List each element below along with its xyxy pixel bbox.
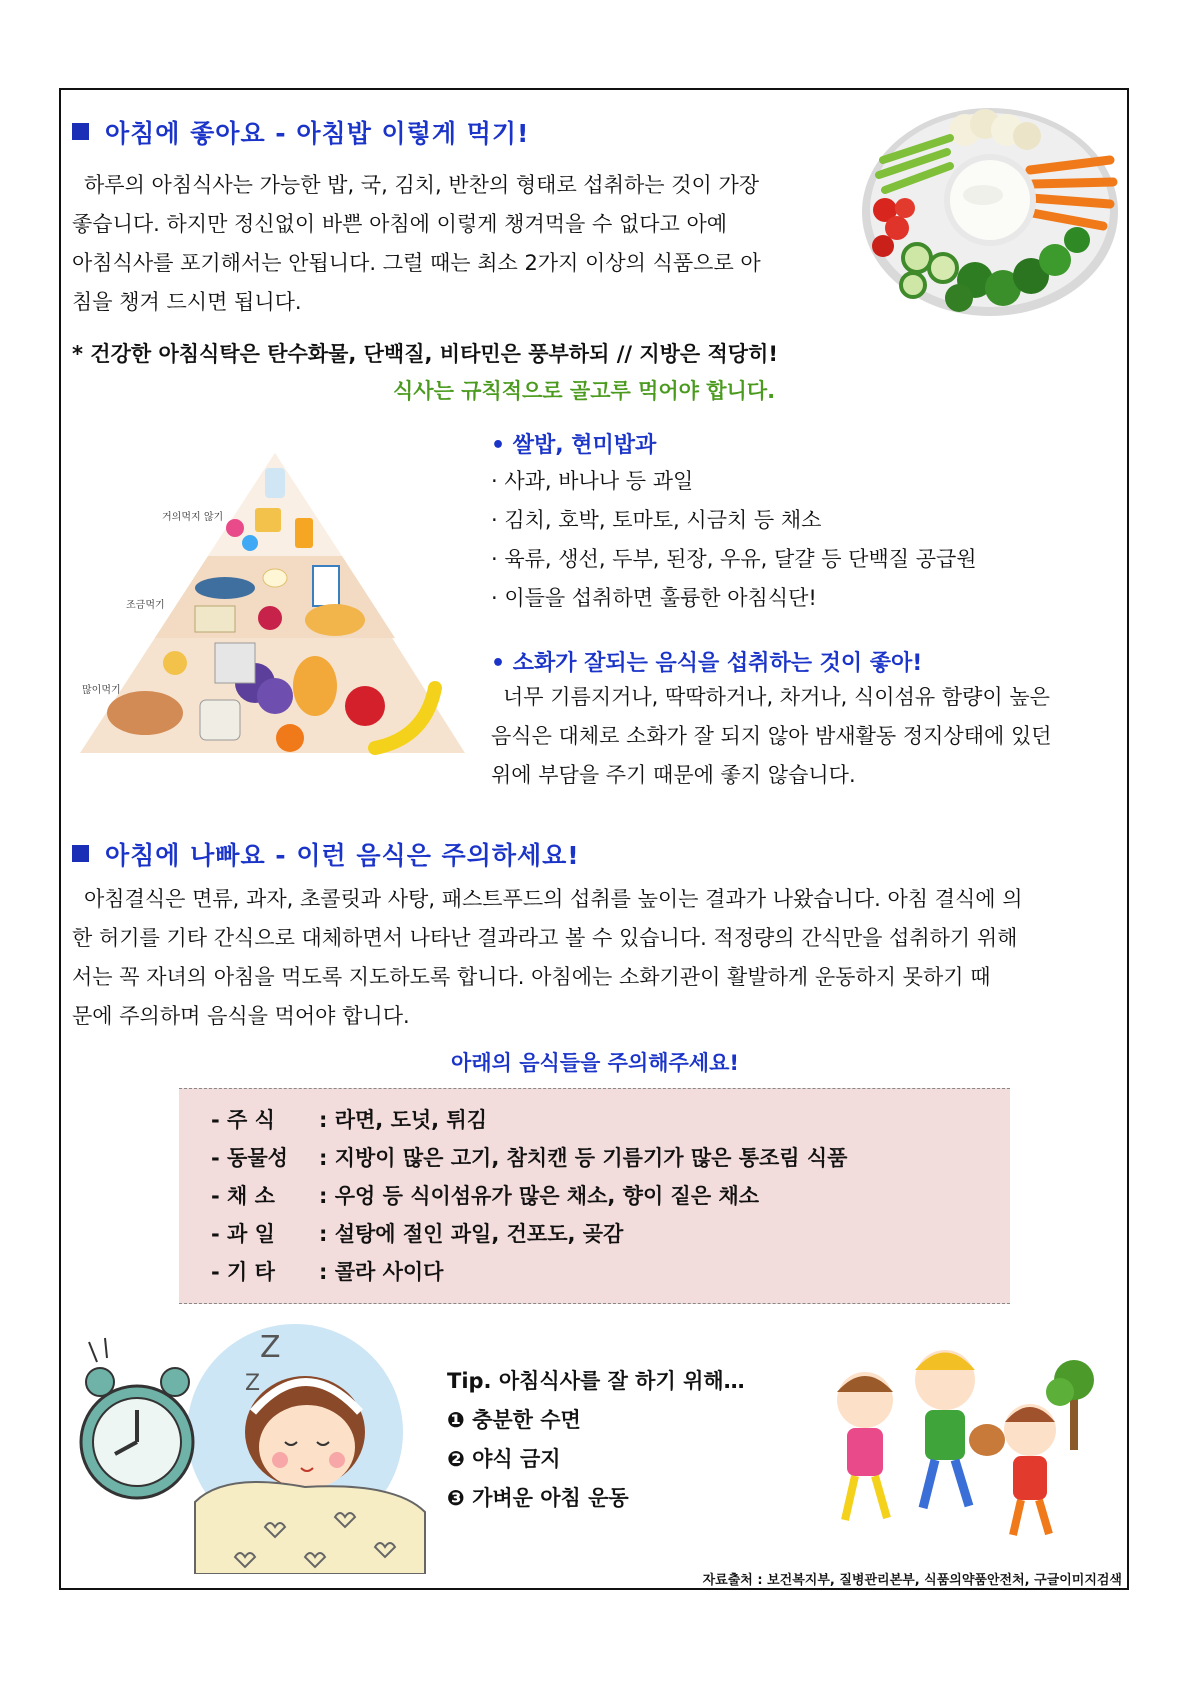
paragraph-line: 아침식사를 포기해서는 안됩니다. 그럴 때는 최소 2가지 이상의 식품으로 아	[72, 251, 761, 275]
section2-title: 아침에 나빠요 - 이런 음식은 주의하세요!	[72, 836, 580, 872]
paragraph-line: 아침결식은 면류, 과자, 초콜릿과 사탕, 패스트푸드의 섭취를 높이는 결과가 나왔습니다. 아침 결식에 의	[84, 887, 1023, 911]
section2-paragraph	[72, 880, 1122, 1036]
paragraph-line: 서는 꼭 자녀의 아침을 먹도록 지도하도록 합니다. 아침에는 소화기관이 활발하게 운동하지 못하기 때	[72, 965, 991, 989]
caution-title-wrap	[0, 1047, 1190, 1077]
foods-heading: • 쌀밥, 현미밥과	[491, 433, 657, 458]
caution-title: 아래의 음식들을 주의해주세요!	[451, 1051, 739, 1075]
tip-item: ❷ 야식 금지	[447, 1447, 561, 1471]
paragraph-line: 너무 기름지거나, 딱딱하거나, 차거나, 식이섬유 함량이 높은	[503, 685, 1050, 709]
digestion-heading: • 소화가 잘되는 음식을 섭취하는 것이 좋아!	[491, 651, 923, 676]
svg-text:Z: Z	[260, 1330, 281, 1365]
square-bullet-icon	[72, 123, 89, 140]
list-item: · 김치, 호박, 토마토, 시금치 등 채소	[491, 508, 822, 532]
svg-text:Z: Z	[245, 1371, 261, 1396]
paragraph-line: 하루의 아침식사는 가능한 밥, 국, 김치, 반찬의 형태로 섭취하는 것이 가장	[84, 173, 760, 197]
square-bullet-icon	[72, 845, 89, 862]
caution-row: - 주 식 : 라면, 도넛, 튀김	[211, 1108, 488, 1132]
paragraph-line: 위에 부담을 주기 때문에 좋지 않습니다.	[491, 763, 856, 787]
tips-block	[447, 1362, 745, 1518]
tip-item: ❶ 충분한 수면	[447, 1408, 581, 1432]
caution-box	[179, 1088, 1010, 1304]
caution-row: - 기 타 : 콜라 사이다	[211, 1260, 444, 1284]
digestion-paragraph	[491, 678, 1111, 795]
list-item: · 사과, 바나나 등 과일	[491, 469, 694, 493]
caution-list	[211, 1101, 847, 1291]
paragraph-line: 침을 챙겨 드시면 됩니다.	[72, 290, 302, 314]
healthy-breakfast-tip: * 건강한 아침식탁은 탄수화물, 단백질, 비타민은 풍부하되 // 지방은 적당히!	[72, 342, 778, 366]
running-kids-image	[825, 1330, 1095, 1540]
section1-title: 아침에 좋아요 - 아침밥 이렇게 먹기!	[72, 114, 529, 150]
list-item: · 이들을 섭취하면 훌륭한 아침식단!	[491, 586, 817, 610]
paragraph-line: 좋습니다. 하지만 정신없이 바쁜 아침에 이렇게 챙겨먹을 수 없다고 아예	[72, 212, 728, 236]
pyramid-label-middle: 조금먹기	[126, 600, 165, 611]
pyramid-label-bottom: 많이먹기	[82, 685, 121, 696]
tips-title: Tip. 아침식사를 잘 하기 위해…	[447, 1369, 745, 1393]
paragraph-line: 음식은 대체로 소화가 잘 되지 않아 밤새활동 정지상태에 있던	[491, 724, 1052, 748]
caution-row: - 과 일 : 설탕에 절인 과일, 건포도, 곶감	[211, 1222, 624, 1246]
paragraph-line: 문에 주의하며 음식을 먹어야 합니다.	[72, 1004, 410, 1028]
section1-paragraph	[72, 166, 832, 322]
source-credit: 자료출처 : 보건복지부, 질병관리본부, 식품의약품안전처, 구글이미지검색	[702, 1573, 1122, 1588]
paragraph-line: 한 허기를 기타 간식으로 대체하면서 나타난 결과라고 볼 수 있습니다. 적정량의 간식만을 섭취하기 위해	[72, 926, 1018, 950]
caution-row: - 동물성 : 지방이 많은 고기, 참치캔 등 기름기가 많은 통조림 식품	[211, 1146, 848, 1170]
caution-row: - 채 소 : 우엉 등 식이섬유가 많은 채소, 향이 짙은 채소	[211, 1184, 760, 1208]
tip-item: ❸ 가벼운 아침 운동	[447, 1486, 629, 1510]
regular-meal-note: 식사는 규칙적으로 골고루 먹어야 합니다.	[393, 379, 776, 403]
foods-list	[491, 462, 977, 618]
vegetable-platter-image	[855, 100, 1125, 320]
sleeping-girl-image	[75, 1312, 435, 1574]
list-item: · 육류, 생선, 두부, 된장, 우유, 달걀 등 단백질 공급원	[491, 547, 977, 571]
pyramid-label-top: 거의먹지 않기	[162, 512, 224, 523]
